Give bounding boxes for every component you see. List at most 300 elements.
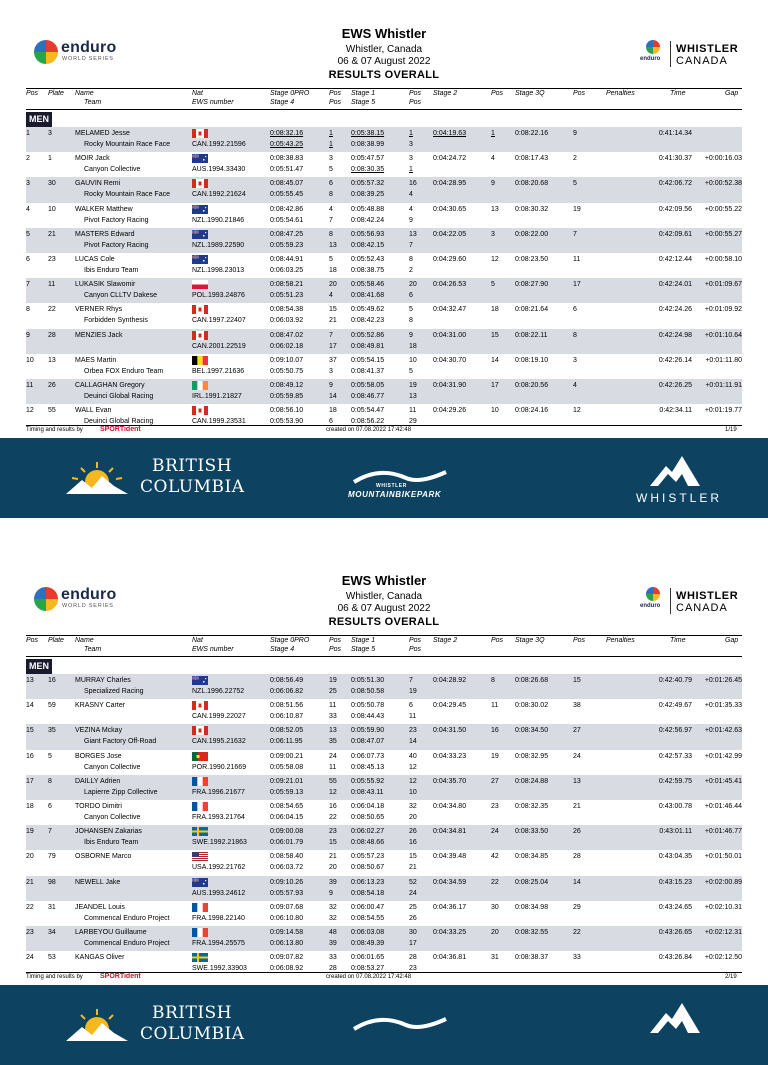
stage5-pos: 29: [409, 418, 417, 426]
col-stage1: Stage 1: [351, 90, 376, 97]
stage1-pos: 4: [409, 205, 413, 213]
stage4-pos: 7: [329, 216, 333, 224]
col-name: Name: [75, 637, 94, 644]
results-page-2: [0, 565, 768, 1065]
ews-number: CAN.2001.22519: [192, 342, 246, 350]
row-pos: 11: [26, 381, 34, 389]
stage4-time: 0:06:10.87: [270, 713, 304, 721]
col-nat: Nat: [192, 637, 203, 644]
table-row: [26, 901, 742, 926]
team-name: Pivot Factory Racing: [84, 241, 149, 249]
stage0-time: 0:08:42.86: [270, 205, 304, 213]
row-pos: 18: [26, 802, 34, 810]
rider-name: MURRAY Charles: [75, 677, 131, 684]
stage1-pos: 16: [409, 180, 417, 188]
stage1-time: 0:06:07.73: [351, 752, 385, 760]
logo-subtitle: WORLD SERIES: [62, 603, 114, 609]
sponsor-banner: [0, 438, 768, 518]
stage3q-pos: 6: [573, 306, 577, 314]
stage5-pos: 24: [409, 889, 417, 897]
col-ews-number: EWS number: [192, 646, 234, 653]
row-pos: 14: [26, 702, 34, 710]
col-stage3q: Stage 3Q: [515, 637, 545, 644]
stage2-pos: 14: [491, 356, 499, 364]
gap-time: +0:01:42.63: [704, 727, 742, 735]
stage4-time: 0:05:51.23: [270, 292, 304, 300]
stage4-pos: 12: [329, 788, 337, 796]
row-pos: 4: [26, 205, 30, 213]
row-pos: 6: [26, 255, 30, 263]
col-pos-stage3q: Pos: [573, 90, 586, 97]
ews-number: FRA.1998.22140: [192, 914, 245, 922]
stage4-pos: 39: [329, 939, 337, 947]
logo-subtitle: WORLD SERIES: [62, 56, 114, 62]
row-plate: 98: [48, 878, 56, 886]
stage0-pos: 19: [329, 677, 337, 684]
logo-wordmark: enduro: [61, 39, 117, 56]
rider-name: MOIR Jack: [75, 155, 110, 163]
stage0-pos: 32: [329, 903, 337, 911]
stage0-time: 0:09:21.01: [270, 777, 304, 785]
sportident-logo: SPORTident: [100, 973, 141, 980]
stage1-time: 0:06:03.08: [351, 928, 385, 936]
stage5-time: 0:08:50.65: [351, 813, 385, 821]
stage1-time: 0:05:59.90: [351, 727, 385, 735]
stage3q-pos: 14: [573, 878, 581, 886]
row-plate: 13: [48, 356, 56, 364]
team-name: Orbea FOX Enduro Team: [84, 367, 164, 375]
stage3q-pos: 3: [573, 356, 577, 364]
row-pos: 23: [26, 928, 34, 936]
stage5-time: 0:08:39.25: [351, 191, 385, 199]
total-time: 0:42:24.01: [658, 281, 692, 289]
stage3q-time: 0:08:21.64: [515, 306, 549, 314]
col-stage5: Stage 5: [351, 99, 376, 106]
stage3q-pos: 13: [573, 777, 581, 785]
stage0-time: 0:08:49.12: [270, 381, 304, 389]
logo-whistler: WHISTLER: [676, 590, 739, 602]
table-row: [26, 825, 742, 850]
stage2-pos: 42: [491, 853, 499, 861]
whistler-logo: WHISTLER: [636, 491, 723, 505]
stage0-pos: 48: [329, 928, 337, 936]
ews-number: IRL.1991.21827: [192, 392, 242, 400]
table-row: [26, 354, 742, 379]
col-stage3q: Stage 3Q: [515, 90, 545, 97]
row-plate: 53: [48, 954, 56, 962]
stage5-time: 0:08:49.39: [351, 939, 385, 947]
table-row: [26, 850, 742, 875]
logo-small-word: enduro: [640, 56, 661, 62]
team-name: Giant Factory Off-Road: [84, 738, 157, 746]
row-pos: 5: [26, 230, 30, 238]
stage1-pos: 5: [409, 306, 413, 314]
stage1-pos: 7: [409, 677, 413, 684]
gap-time: +0:01:26.45: [704, 677, 742, 684]
flag-bel-icon: [192, 356, 208, 365]
stage1-pos: 40: [409, 752, 417, 760]
stage2-pos: 31: [491, 954, 499, 962]
stage2-time: 0:04:30.70: [433, 356, 467, 364]
row-pos: 10: [26, 356, 34, 364]
stage0-time: 0:09:10.26: [270, 878, 304, 886]
ews-number: AUS.1993.24612: [192, 889, 246, 897]
row-plate: 10: [48, 205, 56, 213]
ews-number: BEL.1997.21636: [192, 367, 245, 375]
stage5-pos: 3: [409, 141, 413, 148]
stage1-pos: 30: [409, 928, 417, 936]
rider-name: CALLAGHAN Gregory: [75, 381, 145, 389]
stage4-time: 0:05:54.61: [270, 216, 304, 224]
stage3q-time: 0:08:30.32: [515, 205, 549, 213]
bc-line1: BRITISH: [152, 456, 233, 476]
stage0-pos: 5: [329, 255, 333, 263]
stage0-pos: 4: [329, 205, 333, 213]
col-name: Name: [75, 90, 94, 97]
stage5-pos: 6: [409, 292, 413, 300]
stage1-pos: 52: [409, 878, 417, 886]
page-number: 1/19: [725, 427, 737, 433]
rider-name: DAILLY Adrien: [75, 777, 121, 785]
gap-time: +0:01:11.80: [705, 356, 742, 364]
stage2-time: 0:04:32.47: [433, 306, 467, 314]
gap-time: +0:01:10.64: [704, 331, 742, 339]
stage3q-pos: 9: [573, 130, 577, 137]
stage2-pos: 16: [491, 727, 499, 735]
total-time: 0:42:09.61: [658, 230, 692, 238]
flag-can-icon: [192, 179, 208, 188]
ews-number: CAN.1992.21596: [192, 141, 246, 148]
row-plate: 16: [48, 677, 56, 684]
stage1-pos: 10: [409, 356, 417, 364]
stage1-pos: 11: [409, 407, 417, 415]
stage2-time: 0:04:31.00: [433, 331, 467, 339]
stage0-pos: 15: [329, 306, 337, 314]
total-time: 0:41:30.37: [658, 155, 692, 163]
stage0-time: 0:08:56.10: [270, 407, 304, 415]
col-pos-stage5: Pos: [409, 99, 422, 106]
team-name: Pivot Factory Racing: [84, 216, 149, 224]
table-row: [26, 926, 742, 951]
flag-can-icon: [192, 406, 208, 415]
stage1-time: 0:05:58.46: [351, 281, 385, 289]
row-pos: 8: [26, 306, 30, 314]
stage5-pos: 20: [409, 813, 417, 821]
flag-swe-icon: [192, 953, 208, 962]
total-time: 0:42:56.97: [658, 727, 692, 735]
total-time: 0:42:09.56: [658, 205, 692, 213]
row-plate: 8: [48, 777, 52, 785]
team-name: Commencal Enduro Project: [84, 914, 170, 922]
team-name: Forbidden Synthesis: [84, 317, 148, 325]
stage5-pos: 7: [409, 241, 413, 249]
stage2-pos: 4: [491, 155, 495, 163]
rider-name: LUCAS Cole: [75, 255, 115, 263]
stage0-time: 0:09:10.07: [270, 356, 304, 364]
flag-nzl-icon: [192, 205, 208, 214]
results-heading: RESULTS OVERALL: [328, 69, 440, 81]
stage0-pos: 9: [329, 381, 333, 389]
stage2-pos: 30: [491, 903, 499, 911]
stage4-time: 0:05:53.90: [270, 418, 304, 426]
col-team: Team: [84, 646, 102, 653]
stage5-time: 0:08:56.22: [351, 418, 385, 426]
stage4-pos: 8: [329, 191, 333, 199]
stage3q-time: 0:08:34.85: [515, 853, 549, 861]
total-time: 0:43:04.35: [658, 853, 692, 861]
stage2-time: 0:04:30.65: [433, 205, 467, 213]
team-name: Commencal Enduro Project: [84, 939, 170, 947]
row-plate: 3: [48, 130, 52, 137]
stage0-pos: 39: [329, 878, 337, 886]
stage2-pos: 8: [491, 677, 495, 684]
stage1-pos: 13: [409, 230, 417, 238]
row-plate: 31: [48, 903, 56, 911]
category-men: MEN: [26, 112, 52, 127]
flag-irl-icon: [192, 381, 208, 390]
total-time: 0:42:24.98: [658, 331, 692, 339]
stage0-time: 0:08:47.02: [270, 331, 304, 339]
whistler-peak-icon: [648, 452, 702, 488]
stage4-time: 0:05:51.47: [270, 166, 304, 174]
stage4-pos: 17: [329, 342, 337, 350]
stage5-pos: 18: [409, 342, 417, 350]
total-time: 0:43:26.65: [658, 928, 692, 936]
stage0-time: 0:08:54.65: [270, 802, 304, 810]
gap-time: +0:02:10.31: [704, 903, 742, 911]
stage2-time: 0:04:19.63: [433, 130, 467, 137]
col-pos-stage0: Pos: [329, 90, 342, 97]
stage5-pos: 10: [409, 788, 417, 796]
stage1-time: 0:05:58.05: [351, 381, 385, 389]
stage2-pos: 12: [491, 255, 499, 263]
team-name: Rocky Mountain Race Face: [84, 191, 170, 199]
table-row: [26, 699, 742, 724]
stage4-time: 0:05:59.23: [270, 241, 304, 249]
row-plate: 23: [48, 255, 56, 263]
row-pos: 9: [26, 331, 30, 339]
table-row: [26, 329, 742, 354]
stage5-pos: 23: [409, 965, 417, 973]
stage3q-time: 0:08:24.16: [515, 407, 549, 415]
created-timestamp: created on 07.08.2022 17:42:48: [326, 427, 412, 433]
stage0-pos: 6: [329, 180, 333, 188]
bike-park-swoosh-icon: [350, 1015, 450, 1033]
gap-time: +0:00:55.27: [704, 230, 742, 238]
stage5-time: 0:08:45.13: [351, 763, 385, 771]
logo-whistler: WHISTLER: [676, 43, 739, 55]
row-pos: 17: [26, 777, 34, 785]
table-row: [26, 253, 742, 278]
col-stage5: Stage 5: [351, 646, 376, 653]
stage5-pos: 19: [409, 688, 417, 695]
stage4-pos: 32: [329, 914, 337, 922]
col-pos-stage1: Pos: [409, 90, 422, 97]
stage1-pos: 15: [409, 853, 417, 861]
stage4-time: 0:05:59.13: [270, 788, 304, 796]
row-pos: 22: [26, 903, 34, 911]
col-nat: Nat: [192, 90, 203, 97]
stage0-time: 0:08:45.07: [270, 180, 304, 188]
stage2-time: 0:04:39.48: [433, 853, 467, 861]
total-time: 0:43:15.23: [658, 878, 692, 886]
timing-credit: Timing and results by: [26, 427, 83, 433]
stage1-time: 0:05:54.15: [351, 356, 385, 364]
stage3q-pos: 2: [573, 155, 577, 163]
ews-number: POL.1993.24876: [192, 292, 245, 300]
stage4-pos: 25: [329, 688, 337, 695]
stage3q-time: 0:08:17.43: [515, 155, 549, 163]
event-location: Whistler, Canada: [345, 591, 423, 602]
flag-nzl-icon: [192, 230, 208, 239]
row-pos: 2: [26, 155, 30, 163]
flag-nzl-icon: [192, 255, 208, 264]
stage1-time: 0:05:54.47: [351, 407, 385, 415]
stage5-time: 0:08:38.99: [351, 141, 385, 148]
gap-time: +0:02:00.89: [704, 878, 742, 886]
stage4-pos: 14: [329, 392, 337, 400]
bc-line2: COLUMBIA: [140, 477, 245, 497]
bike-park-small: WHISTLER: [376, 483, 407, 489]
stage3q-time: 0:08:32.35: [515, 802, 549, 810]
stage4-pos: 3: [329, 367, 333, 375]
stage5-time: 0:08:42.15: [351, 241, 385, 249]
col-stage2: Stage 2: [433, 90, 458, 97]
stage2-pos: 17: [491, 381, 499, 389]
stage1-pos: 12: [409, 777, 417, 785]
stage4-pos: 20: [329, 864, 337, 872]
ews-number: CAN.1999.22027: [192, 713, 246, 721]
flag-fra-icon: [192, 928, 208, 937]
total-time: 0:42:06.72: [658, 180, 692, 188]
stage0-time: 0:09:14.58: [270, 928, 304, 936]
stage2-pos: 11: [491, 702, 499, 710]
stage3q-time: 0:08:20.56: [515, 381, 549, 389]
stage1-pos: 3: [409, 155, 413, 163]
stage3q-pos: 15: [573, 677, 581, 684]
row-plate: 11: [48, 281, 56, 289]
table-row: [26, 127, 742, 152]
team-name: Canyon Collective: [84, 763, 141, 771]
row-pos: 16: [26, 752, 34, 760]
results-page-1: [0, 18, 768, 518]
stage5-pos: 21: [409, 864, 417, 872]
stage2-time: 0:04:26.53: [433, 281, 467, 289]
table-row: [26, 152, 742, 177]
row-pos: 24: [26, 954, 34, 962]
ews-number: CAN.1992.21624: [192, 191, 246, 199]
ews-number: FRA.1996.21677: [192, 788, 245, 796]
stage1-pos: 28: [409, 954, 417, 962]
stage4-time: 0:05:59.85: [270, 392, 304, 400]
gap-time: +0:00:16.03: [704, 155, 742, 163]
gap-time: +0:00:58.10: [704, 255, 742, 263]
gap-time: +0:01:50.01: [704, 853, 742, 861]
team-name: Ibis Enduro Team: [84, 266, 139, 274]
stage3q-time: 0:08:30.02: [515, 702, 549, 710]
total-time: 0:43:00.78: [658, 802, 692, 810]
rider-name: MELAMED Jesse: [75, 130, 130, 137]
col-stage0: Stage 0PRO: [270, 90, 310, 97]
stage3q-pos: 28: [573, 853, 581, 861]
stage4-time: 0:06:03.72: [270, 864, 304, 872]
flag-por-icon: [192, 752, 208, 761]
stage4-time: 0:06:01.79: [270, 839, 304, 847]
stage5-time: 0:08:53.27: [351, 965, 385, 973]
flag-usa-icon: [192, 852, 208, 861]
ews-number: USA.1992.21762: [192, 864, 246, 872]
stage0-time: 0:08:47.25: [270, 230, 304, 238]
col-pos-stage4: Pos: [329, 646, 342, 653]
stage5-pos: 26: [409, 914, 417, 922]
stage5-time: 0:08:38.75: [351, 266, 385, 274]
rider-name: VEZINA Mckay: [75, 727, 123, 735]
event-title: EWS Whistler: [341, 26, 427, 41]
table-row: [26, 278, 742, 303]
stage5-pos: 12: [409, 763, 417, 771]
total-time: 0:42:40.79: [658, 677, 692, 684]
stage1-pos: 1: [409, 130, 413, 137]
stage3q-pos: 29: [573, 903, 581, 911]
globe-icon: [646, 40, 660, 54]
table-row: [26, 177, 742, 202]
stage3q-time: 0:08:19.10: [515, 356, 549, 364]
total-time: 0:42:49.67: [658, 702, 692, 710]
rider-name: BORGES Jose: [75, 752, 122, 760]
stage4-pos: 15: [329, 839, 337, 847]
stage4-pos: 11: [329, 763, 337, 771]
stage0-time: 0:08:38.83: [270, 155, 304, 163]
flag-aus-icon: [192, 878, 208, 887]
stage0-time: 0:08:54.38: [270, 306, 304, 314]
stage5-time: 0:08:49.81: [351, 342, 385, 350]
stage2-time: 0:04:24.72: [433, 155, 467, 163]
total-time: 0:42:26.14: [658, 356, 692, 364]
stage4-pos: 5: [329, 166, 333, 174]
stage0-time: 0:08:58.40: [270, 853, 304, 861]
stage2-pos: 18: [491, 306, 499, 314]
table-row: [26, 724, 742, 749]
stage0-time: 0:09:00.08: [270, 828, 304, 836]
stage2-pos: 27: [491, 777, 499, 785]
stage0-pos: 24: [329, 752, 337, 760]
stage2-time: 0:04:28.95: [433, 180, 467, 188]
event-title: EWS Whistler: [341, 573, 427, 588]
row-pos: 12: [26, 407, 34, 415]
col-time: Time: [670, 90, 686, 97]
stage3q-pos: 21: [573, 802, 581, 810]
stage4-time: 0:06:13.80: [270, 939, 304, 947]
stage3q-pos: 33: [573, 954, 581, 962]
team-name: Deuinci Global Racing: [84, 392, 154, 400]
ews-number: FRA.1994.25575: [192, 939, 245, 947]
column-header: [26, 88, 742, 110]
stage2-pos: 3: [491, 230, 495, 238]
stage0-time: 0:08:51.56: [270, 702, 304, 710]
ews-number: CAN.1997.22407: [192, 317, 246, 325]
bc-line1: BRITISH: [152, 1003, 233, 1023]
stage2-time: 0:04:22.05: [433, 230, 467, 238]
flag-aus-icon: [192, 154, 208, 163]
rider-name: TORDO Dimitri: [75, 802, 122, 810]
stage5-time: 0:08:43.11: [351, 788, 384, 796]
stage2-time: 0:04:33.23: [433, 752, 467, 760]
rider-name: MENZIES Jack: [75, 331, 123, 339]
ews-number: NZL.1996.22752: [192, 688, 245, 695]
gap-time: +0:01:09.67: [704, 281, 742, 289]
timing-credit: Timing and results by: [26, 974, 83, 980]
row-plate: 34: [48, 928, 56, 936]
